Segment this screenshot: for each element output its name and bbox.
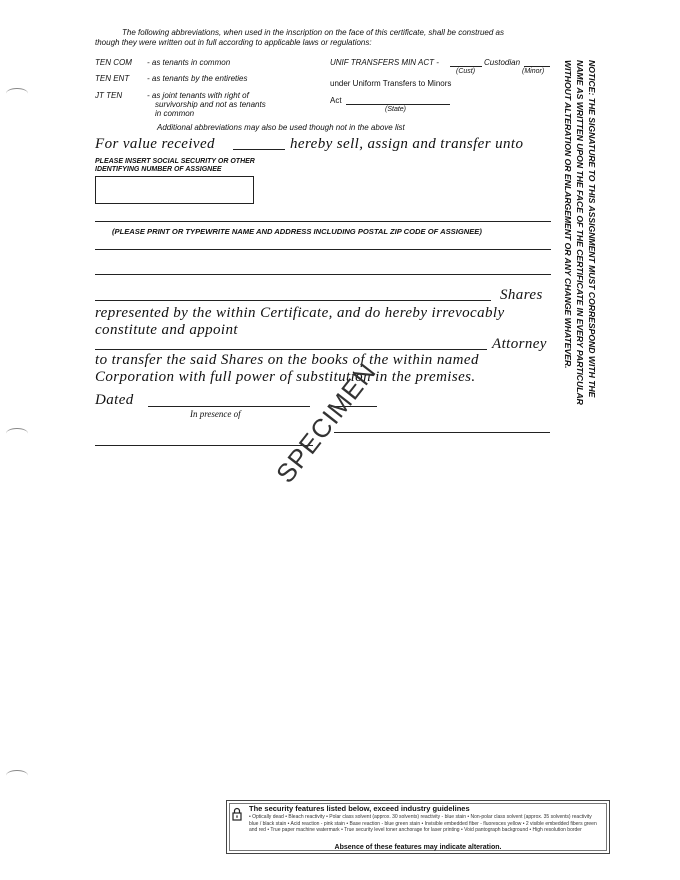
abbr-code-ten-com: TEN COM <box>95 58 132 67</box>
abbr-meaning-jt-ten: - as joint tenants with right of <box>147 91 249 100</box>
shares-line[interactable] <box>95 300 491 301</box>
additional-abbreviations-note: Additional abbreviations may also be used though not in the above list <box>157 123 405 132</box>
notice-line-2: NAME AS WRITTEN UPON THE FACE OF THE CERTIFICATE IN EVERY PARTICULAR <box>575 60 585 405</box>
dated-line[interactable] <box>148 406 310 407</box>
attorney-text: Attorney <box>492 336 547 352</box>
assignee-line-3[interactable] <box>95 274 551 275</box>
shares-text: Shares <box>500 287 543 303</box>
abbr-code-jt-ten: JT TEN <box>95 91 123 100</box>
specimen-watermark: SPECIMEN <box>270 356 383 489</box>
signature-notice <box>562 60 598 440</box>
for-value-line[interactable] <box>233 149 285 150</box>
represented-text-2: constitute and appoint <box>95 322 238 338</box>
security-features-box <box>226 800 610 854</box>
unif-act-label: UNIF TRANSFERS MIN ACT - <box>330 58 439 67</box>
unif-minor-caption: (Minor) <box>522 68 545 75</box>
security-items: • Optically dead • Bleach reactivity • Polar class solvent (approx. 30 solvents) reactivity - blue stain • Non-polar class solvent (approx. 35 solvents) reactivity blue / black stain • Acid reaction - pink stain • Base reaction - blue green stain • Invisible embedded fiber - fluoresces yellow • 2 visible embedded fibers green and red • True paper machine watermark • True security level toner anchorage for laser printing • Void pantograph background • High resolution border <box>249 814 597 834</box>
assignee-line-2[interactable] <box>95 249 551 250</box>
dated-text: Dated <box>95 392 134 408</box>
binder-hole-top <box>6 88 28 99</box>
abbr-meaning-ten-ent: - as tenants by the entireties <box>147 74 248 83</box>
signature-line[interactable] <box>334 432 550 433</box>
notice-line-1: NOTICE: THE SIGNATURE TO THIS ASSIGNMENT MUST CORRESPOND WITH THE <box>587 60 597 398</box>
abbr-code-ten-ent: TEN ENT <box>95 74 130 83</box>
unif-custodian-label: Custodian <box>484 58 521 67</box>
hereby-sell-text: hereby sell, assign and transfer unto <box>290 136 524 152</box>
in-presence-of-text: In presence of <box>190 409 241 419</box>
unif-cust-caption: (Cust) <box>456 68 476 75</box>
attorney-line[interactable] <box>95 349 487 350</box>
binder-hole-middle <box>6 428 28 439</box>
notice-line-3: WITHOUT ALTERATION OR ENLARGEMENT OR ANY CHANGE WHATEVER. <box>563 60 573 369</box>
witness-line[interactable] <box>95 445 313 446</box>
transfer-text-1: to transfer the said Shares on the books of the within named <box>95 352 479 368</box>
intro-line-1: The following abbreviations, when used in the inscription on the face of this certificate, shall be construed as <box>122 28 504 37</box>
intro-line-2: though they were written out in full according to applicable laws or regulations: <box>95 38 372 47</box>
represented-text-1: represented by the within Certificate, and do hereby irrevocably <box>95 305 505 321</box>
transfer-text-2: Corporation with full power of substitution in the premises. <box>95 369 476 385</box>
ssn-label-line-1: PLEASE INSERT SOCIAL SECURITY OR OTHER <box>95 158 255 165</box>
assignee-line-1[interactable] <box>95 221 551 222</box>
for-value-received-text: For value received <box>95 136 215 152</box>
unif-minor-line[interactable] <box>524 66 550 67</box>
print-name-address-label: (PLEASE PRINT OR TYPEWRITE NAME AND ADDRESS INCLUDING POSTAL ZIP CODE OF ASSIGNEE) <box>112 227 482 236</box>
binder-hole-bottom <box>6 770 28 781</box>
ssn-input-box[interactable] <box>95 176 254 204</box>
abbr-meaning-ten-com: - as tenants in common <box>147 58 231 67</box>
ssn-label-line-2: IDENTIFYING NUMBER OF ASSIGNEE <box>95 166 222 173</box>
unif-state-line[interactable] <box>346 104 450 105</box>
security-title: The security features listed below, exceed industry guidelines <box>249 804 470 813</box>
lock-icon <box>232 807 242 821</box>
unif-act-word: Act <box>330 96 342 105</box>
abbr-meaning-jt-ten-3: in common <box>155 109 195 118</box>
security-footer: Absence of these features may indicate alteration. <box>334 844 502 851</box>
abbr-meaning-jt-ten-2: survivorship and not as tenants <box>155 100 266 109</box>
unif-under-label: under Uniform Transfers to Minors <box>330 79 452 88</box>
unif-cust-line[interactable] <box>450 66 482 67</box>
unif-state-caption: (State) <box>385 106 407 113</box>
